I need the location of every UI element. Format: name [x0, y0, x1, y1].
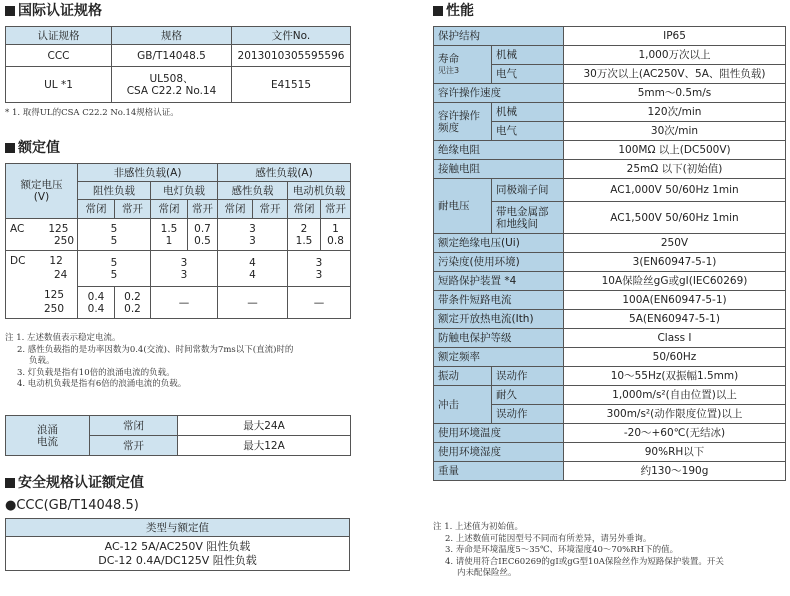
nc-header: 常闭 [288, 200, 321, 219]
ac-motor-nc-cell [288, 219, 321, 251]
value: 2 [300, 222, 308, 235]
inrush-label: 浪涌 [37, 423, 58, 436]
intl-cell-line: CSA C22.2 No.14 [126, 84, 217, 97]
perf-sublabel: 误动作 [492, 405, 564, 424]
value: 1 [165, 234, 173, 247]
shock-label: 冲击 [434, 386, 492, 424]
no-header: 常开 [188, 200, 218, 219]
op-freq-label: 容许操作 [438, 109, 480, 122]
perf-value: 1,000m/s²(自由位置)以上 [564, 386, 786, 405]
perf-label: 使用环境温度 [434, 424, 564, 443]
intl-cell: GB/T14048.5 [112, 45, 232, 67]
perf-value: 90%RH以下 [564, 443, 786, 462]
safety-line: DC-12 0.4A/DC125V 阻性负载 [98, 553, 257, 567]
perf-value: 10A保险丝gG或gI(IEC60269) [564, 272, 786, 291]
intl-header-cert: 认证规格 [6, 27, 112, 45]
rated-table [5, 163, 351, 319]
dc-voltage: 250 [44, 303, 65, 315]
perf-value: 100MΩ 以上(DC500V) [564, 141, 786, 160]
perf-value: 约130～190g [564, 462, 786, 481]
perf-value: 3(EN60947-5-1) [564, 253, 786, 272]
perf-note: 4. 请使用符合IEC60269的gI或gG型10A保险丝作为短路保护装置。开关 [445, 556, 724, 567]
value: 3 [315, 268, 323, 281]
dc-high-no-cell [115, 287, 151, 319]
perf-sublabel: 误动作 [492, 367, 564, 386]
perf-notes [433, 522, 724, 580]
intl-cell: UL *1 [6, 67, 112, 103]
perf-note: 注 1. 上述值为初始值。 [433, 522, 524, 532]
value: 5 [110, 256, 118, 269]
ac-inductive-cell [218, 219, 288, 251]
inrush-label-cell [6, 416, 90, 456]
dash-cell: — [218, 287, 288, 319]
value: 3 [315, 256, 323, 269]
perf-sublabel: 机械 [492, 103, 564, 122]
dc-voltage: 24 [54, 269, 68, 281]
no-header: 常开 [115, 200, 151, 219]
ac-voltage: 250 [54, 234, 75, 247]
value: 0.5 [194, 234, 211, 247]
value: 5 [110, 268, 118, 281]
no-header: 常开 [253, 200, 288, 219]
heading-square-icon [5, 6, 15, 16]
perf-sublabel: 耐久 [492, 386, 564, 405]
inrush-nc: 常闭 [90, 416, 178, 436]
perf-value: 300m/s²(动作限度位置)以上 [564, 405, 786, 424]
safety-table [5, 518, 350, 571]
value: 0.7 [194, 222, 211, 235]
withstand-label: 耐电压 [434, 179, 492, 234]
value: 3 [180, 268, 188, 281]
perf-value: 5A(EN60947-5-1) [564, 310, 786, 329]
dc-motor-cell [288, 251, 351, 287]
perf-label: 额定频率 [434, 348, 564, 367]
rated-note: 2. 感性负载指的是功率因数为0.4(交流)、时间常数为7ms以下(直流)时的 [17, 344, 294, 355]
safety-table-header: 类型与额定值 [6, 519, 350, 537]
value: 3 [249, 234, 256, 247]
perf-value: AC1,000V 50/60Hz 1min [564, 179, 786, 202]
perf-value: IP65 [564, 27, 786, 46]
dash-cell: — [151, 287, 218, 319]
intl-header-file: 文件No. [232, 27, 351, 45]
perf-heading: 性能 [433, 2, 474, 20]
perf-value: -20～+60℃(无结冰) [564, 424, 786, 443]
value: 0.4 [87, 290, 105, 303]
intl-table [5, 26, 351, 103]
intl-heading: 国际认证规格 [5, 2, 102, 20]
ac-voltage-cell [6, 219, 78, 251]
lamp-header: 电灯负载 [151, 182, 218, 200]
perf-value: 30万次以上(AC250V、5A、阻性负载) [564, 65, 786, 84]
ac-lamp-no-cell [188, 219, 218, 251]
dc-voltage-cell [6, 251, 78, 319]
inrush-label: 电流 [37, 435, 58, 448]
perf-sublabel: 同极端子间 [492, 179, 564, 202]
dc-high-nc-cell [78, 287, 115, 319]
perf-label: 接触电阻 [434, 160, 564, 179]
rated-voltage-header [6, 164, 78, 219]
value: 1.5 [160, 222, 178, 235]
nc-header: 常闭 [151, 200, 188, 219]
heading-square-icon [5, 143, 15, 153]
perf-value: 120次/min [564, 103, 786, 122]
perf-sublabel-multiline [492, 202, 564, 234]
perf-label: 额定绝缘电压(Ui) [434, 234, 564, 253]
perf-value: Class I [564, 329, 786, 348]
inrush-no: 常开 [90, 436, 178, 456]
ac-label: AC [10, 222, 25, 235]
perf-label: 额定开放热电流(Ith) [434, 310, 564, 329]
dc-inductive-cell [218, 251, 288, 287]
perf-value: AC1,500V 50/60Hz 1min [564, 202, 786, 234]
intl-cell-line: UL508、 [149, 72, 194, 85]
rated-note: 注 1. 左述数值表示稳定电流。 [5, 333, 121, 343]
rated-heading: 额定值 [5, 139, 60, 157]
value: 4 [249, 268, 256, 281]
safety-subheading: ●CCC(GB/T14048.5) [5, 498, 139, 513]
rated-voltage-unit: (V) [33, 191, 50, 203]
op-freq-label: 频度 [438, 121, 459, 134]
perf-value: 5mm～0.5m/s [564, 84, 786, 103]
rated-note: 3. 灯负载是指有10倍的浪涌电流的负载。 [17, 367, 175, 378]
heading-square-icon [5, 478, 15, 488]
safety-table-body [6, 537, 350, 571]
intl-note: * 1. 取得UL的CSA C22.2 No.14规格认证。 [5, 108, 179, 118]
perf-sublabel: 电气 [492, 122, 564, 141]
perf-sublabel: 机械 [492, 46, 564, 65]
value: 1 [332, 222, 339, 235]
nc-header: 常闭 [218, 200, 253, 219]
motor-header: 电动机负载 [288, 182, 351, 200]
intl-header-spec: 规格 [112, 27, 232, 45]
inrush-no-value: 最大12A [178, 436, 351, 456]
ind-group-header: 感性负载(A) [218, 164, 351, 182]
value: 5 [110, 222, 118, 235]
perf-label: 使用环境湿度 [434, 443, 564, 462]
rated-note: 4. 电动机负载是指有6倍的浪涌电流的负载。 [17, 379, 187, 389]
inductive-header: 感性负载 [218, 182, 288, 200]
nc-header: 常闭 [78, 200, 115, 219]
perf-note: 内未配保险丝。 [457, 568, 517, 578]
value: 3 [249, 222, 256, 235]
perf-label: 带条件短路电流 [434, 291, 564, 310]
dc-voltage: 12 [49, 255, 63, 267]
resistive-header: 阻性负载 [78, 182, 151, 200]
value: 5 [110, 234, 118, 247]
ac-resistive-cell [78, 219, 151, 251]
perf-value: 250V [564, 234, 786, 253]
perf-value: 25mΩ 以下(初始值) [564, 160, 786, 179]
value: 0.4 [87, 302, 105, 315]
vibration-label: 振动 [434, 367, 492, 386]
ac-motor-no-cell [321, 219, 351, 251]
nonind-group-header: 非感性负载(A) [78, 164, 218, 182]
life-label-cell [434, 46, 492, 84]
dc-resistive-cell [78, 251, 151, 287]
no-header: 常开 [321, 200, 351, 219]
perf-value: 100A(EN60947-5-1) [564, 291, 786, 310]
inrush-table [5, 415, 351, 456]
safety-heading: 安全规格认证额定值 [5, 474, 144, 492]
perf-label: 短路保护装置 *4 [434, 272, 564, 291]
perf-label: 绝缘电阻 [434, 141, 564, 160]
perf-label: 防触电保护等级 [434, 329, 564, 348]
perf-value: 30次/min [564, 122, 786, 141]
perf-value: 50/60Hz [564, 348, 786, 367]
perf-label: 容许操作速度 [434, 84, 564, 103]
perf-note: 3. 寿命是环境温度5～35℃、环境湿度40～70%RH下的值。 [445, 545, 679, 555]
perf-sublabel: 电气 [492, 65, 564, 84]
perf-sublabel-line: 和地线间 [496, 217, 538, 230]
perf-sublabel-line: 带电金属部 [496, 205, 549, 218]
ac-voltage: 125 [48, 222, 69, 235]
safety-line: AC-12 5A/AC250V 阻性负载 [104, 539, 251, 553]
value: 0.8 [327, 234, 344, 247]
intl-cell: 2013010305595596 [232, 45, 351, 67]
perf-value: 10～55Hz(双振幅1.5mm) [564, 367, 786, 386]
intl-cell: CCC [6, 45, 112, 67]
perf-label: 污染度(使用环境) [434, 253, 564, 272]
dc-voltage: 125 [44, 289, 65, 301]
rated-voltage-label: 额定电压 [20, 179, 63, 191]
perf-value: 1,000万次以上 [564, 46, 786, 65]
dash-cell: — [288, 287, 351, 319]
value: 3 [180, 256, 188, 269]
value: 0.2 [124, 290, 141, 303]
value: 4 [249, 256, 256, 269]
heading-square-icon [433, 6, 443, 16]
life-label: 寿命 [438, 52, 459, 65]
op-freq-label-cell [434, 103, 492, 141]
inrush-nc-value: 最大24A [178, 416, 351, 436]
perf-label: 重量 [434, 462, 564, 481]
intl-cell-multiline [112, 67, 232, 103]
life-note: 见注3 [438, 65, 460, 75]
perf-table [433, 26, 786, 481]
dc-label: DC [10, 255, 26, 267]
dc-lamp-cell [151, 251, 218, 287]
perf-note: 2. 上述数值可能因型号不同而有所差异，请另外垂询。 [445, 533, 652, 544]
ac-lamp-nc-cell [151, 219, 188, 251]
perf-label: 保护结构 [434, 27, 564, 46]
value: 0.2 [124, 302, 141, 315]
rated-notes [5, 333, 293, 391]
intl-cell: E41515 [232, 67, 351, 103]
rated-note: 负载。 [29, 356, 55, 366]
value: 1.5 [295, 234, 313, 247]
